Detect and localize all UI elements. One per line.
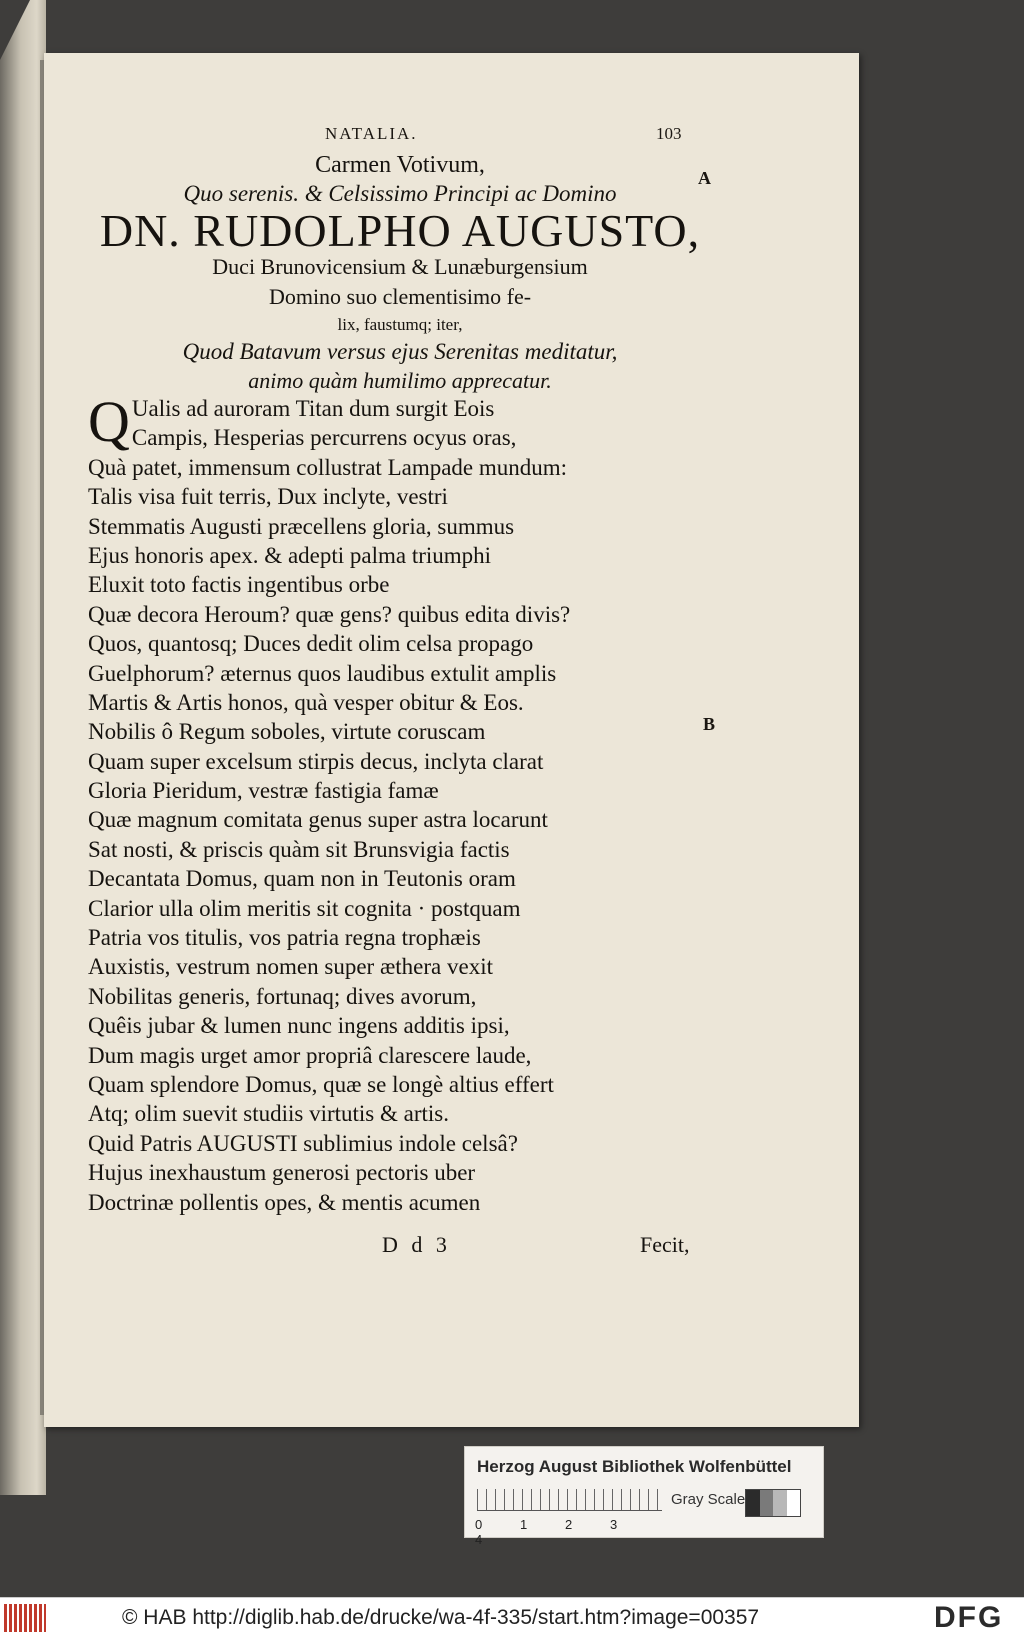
verse-line: Doctrinæ pollentis opes, & mentis acumen xyxy=(88,1189,481,1215)
copyright-url[interactable]: © HAB http://diglib.hab.de/drucke/wa-4f-335/start.htm?image=00357 xyxy=(122,1606,760,1629)
verse-line: Quam splendore Domus, quæ se longè altius effert xyxy=(88,1071,554,1097)
title-dedication: Quo serenis. & Celsissimo Principi ac Domino xyxy=(183,181,617,206)
library-name: Herzog August Bibliothek Wolfenbüttel xyxy=(477,1457,792,1476)
running-title: NATALIA. xyxy=(325,124,418,143)
signature-mark: D d 3 xyxy=(382,1232,451,1257)
footer-bar xyxy=(0,1597,1024,1637)
margin-letter-b: B xyxy=(703,714,716,734)
gray-scale-label: Gray Scale xyxy=(671,1491,746,1508)
drop-cap: Q xyxy=(88,389,130,454)
verse-line: Nobilis ô Regum soboles, virtute coruscam xyxy=(88,719,486,745)
ruler-numbers xyxy=(475,1517,675,1547)
catchword: Fecit, xyxy=(640,1232,690,1257)
verse-line: Quos, quantosq; Duces dedit olim celsa propago xyxy=(88,631,534,657)
page-number: 103 xyxy=(656,124,682,143)
bleed-through-text xyxy=(618,90,698,1250)
verse-line: Nobilitas generis, fortunaq; dives avorum, xyxy=(88,983,477,1009)
verse-line: Quam super excelsum stirpis decus, inclyta clarat xyxy=(88,748,544,774)
gray-patch xyxy=(787,1490,801,1516)
gray-patch xyxy=(760,1490,774,1516)
verse-line: Clarior ulla olim meritis sit cognita · postquam xyxy=(88,895,521,921)
title-batavum: Quod Batavum versus ejus Serenitas meditatur, xyxy=(182,339,618,364)
verse-line: Decantata Domus, quam non in Teutonis oram xyxy=(88,866,516,892)
ruler-number: 4 xyxy=(475,1532,483,1547)
ruler-number: 1 xyxy=(520,1517,528,1532)
title-apprecatur: animo quàm humilimo apprecatur. xyxy=(248,368,552,393)
verse-line: Quid Patris AUGUSTI sublimius indole celsâ? xyxy=(88,1130,518,1156)
title-carmen: Carmen Votivum, xyxy=(315,152,485,178)
verse-line: Patria vos titulis, vos patria regna trophæis xyxy=(88,925,481,951)
verse-line: Dum magis urget amor propriâ clarescere laude, xyxy=(88,1042,532,1068)
margin-letter-a: A xyxy=(698,168,711,188)
barcode-icon xyxy=(4,1604,46,1632)
verse-line: Auxistis, vestrum nomen super æthera vexit xyxy=(88,954,493,980)
verse-line: Quæ magnum comitata genus super astra locarunt xyxy=(88,807,548,833)
gray-scale-patches xyxy=(745,1489,801,1517)
verse-line: Stemmatis Augusti præcellens gloria, summus xyxy=(88,513,515,539)
gray-patch xyxy=(746,1490,760,1516)
verse-line: Quêis jubar & lumen nunc ingens additis ipsi, xyxy=(88,1013,510,1039)
verse-line: Campis, Hesperias percurrens ocyus oras, xyxy=(131,425,517,451)
verse-line: Talis visa fuit terris, Dux inclyte, vestri xyxy=(88,484,448,510)
verse-line: Martis & Artis honos, quà vesper obitur & Eos. xyxy=(88,689,524,715)
verse-line: Ualis ad auroram Titan dum surgit Eois xyxy=(131,396,495,421)
verse-line: Atq; olim suevit studiis virtutis & artis. xyxy=(88,1101,449,1127)
verse-line: Eluxit toto factis ingentibus orbe xyxy=(88,572,390,598)
verse-line: Ejus honoris apex. & adepti palma triumphi xyxy=(88,542,492,568)
title-name: DN. RUDOLPHO AUGUSTO, xyxy=(99,205,701,256)
ruler xyxy=(477,1489,662,1511)
title-duke: Duci Brunovicensium & Lunæburgensium xyxy=(212,254,588,279)
verse-line: Quæ decora Heroum? quæ gens? quibus edita divis? xyxy=(88,601,571,627)
verse-line: Guelphorum? æternus quos laudibus extulit amplis xyxy=(88,660,557,686)
verse-line: Gloria Pieridum, vestræ fastigia famæ xyxy=(88,778,439,804)
verse-block xyxy=(88,389,648,1217)
ruler-number: 3 xyxy=(610,1517,618,1532)
ruler-number: 0 xyxy=(475,1517,483,1532)
title-iter: lix, faustumq; iter, xyxy=(337,315,463,334)
scale-card xyxy=(464,1446,824,1547)
verse-line: Hujus inexhaustum generosi pectoris uber xyxy=(88,1160,476,1186)
verse-line: Quà patet, immensum collustrat Lampade mundum: xyxy=(88,454,568,480)
title-domino: Domino suo clementisimo fe- xyxy=(268,284,532,309)
verse-line: Sat nosti, & priscis quàm sit Brunsvigia factis xyxy=(88,836,510,862)
gray-patch xyxy=(773,1490,787,1516)
dfg-logo: DFG xyxy=(934,1601,1004,1634)
ruler-number: 2 xyxy=(565,1517,573,1532)
